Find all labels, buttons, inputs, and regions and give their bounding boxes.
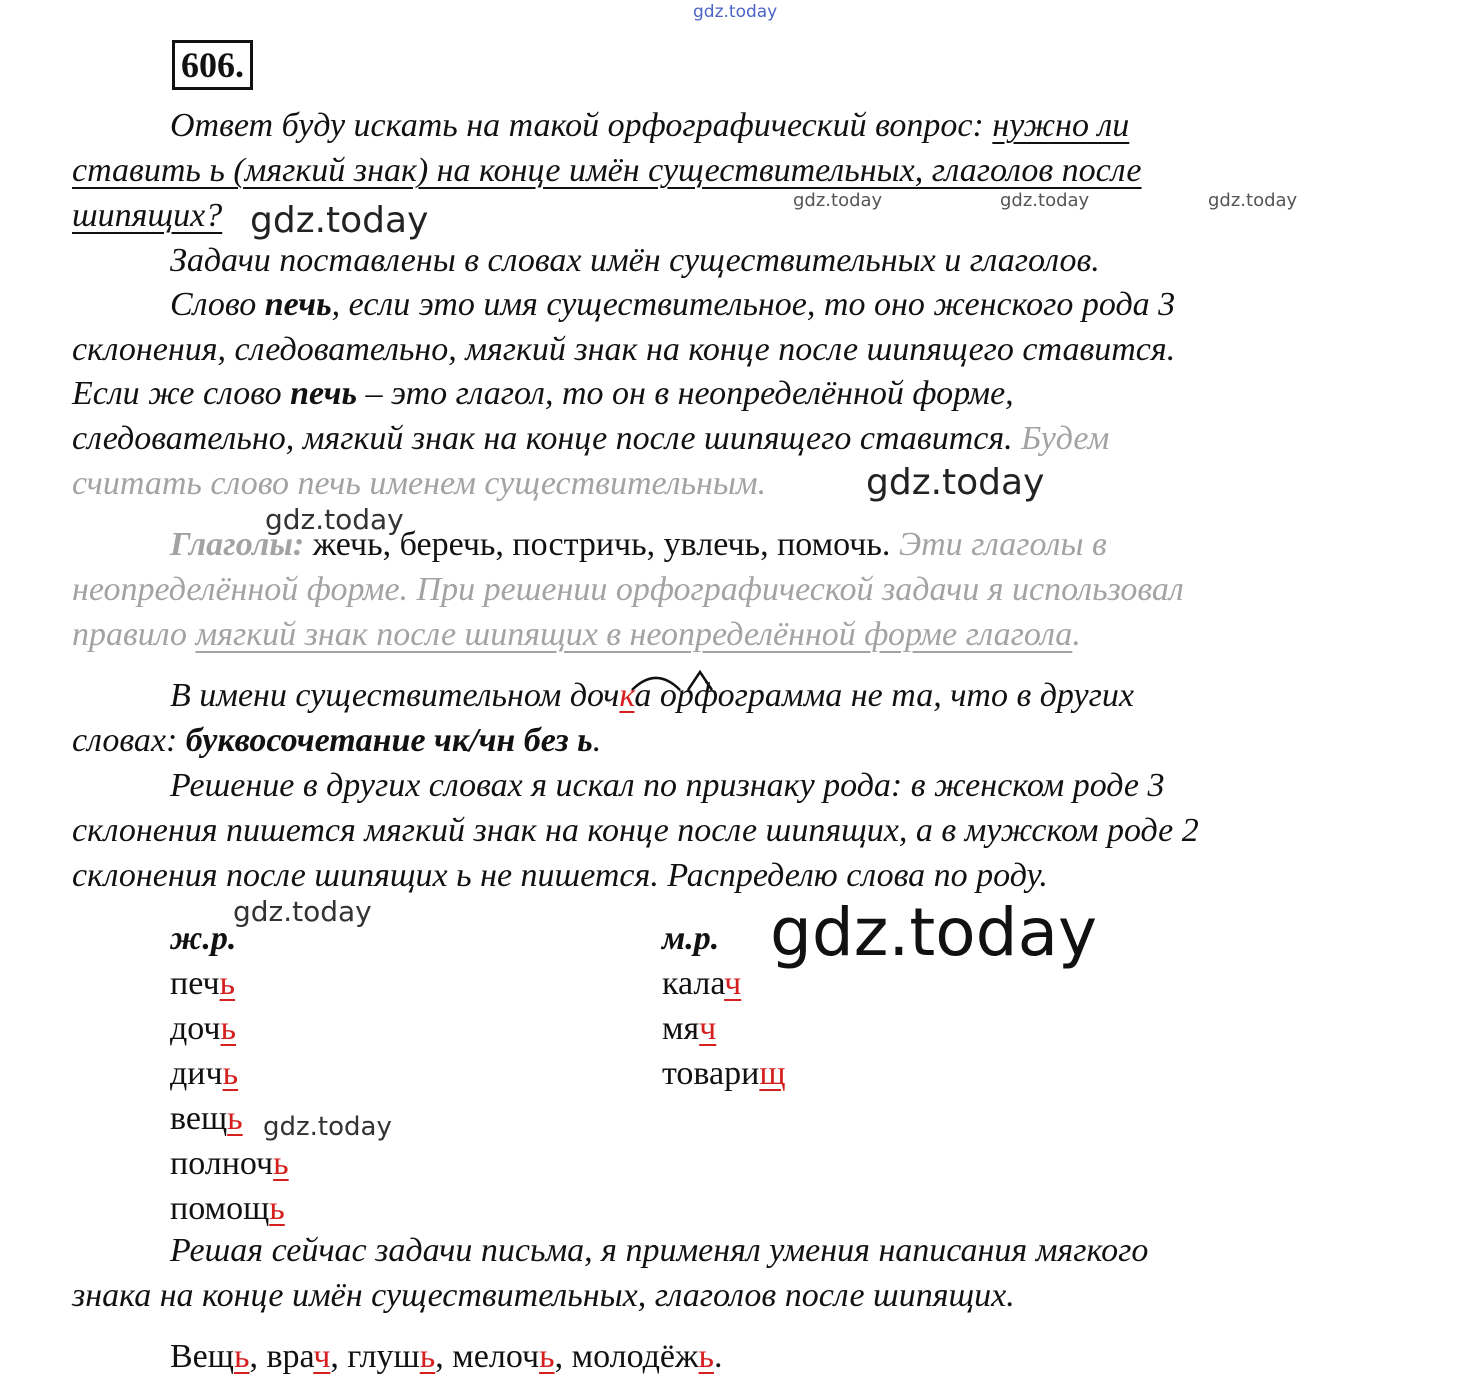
list-item [170,1006,289,1051]
conclusion-line-2: знака на конце имён существительных, глаголов после шипящих. [72,1277,1015,1314]
verbs-rule-label: правило [72,616,187,653]
watermark: gdz.today [770,894,1098,971]
verbs-text-tail: Эти глаголы в [898,526,1107,563]
separator: , [249,1338,267,1375]
word-ending: ч [699,1010,717,1047]
solution-line-2: склонения пишется мягкий знак на конце после шипящих, а в мужском роде 2 [72,812,1199,849]
solution-line-3: склонения после шипящих ь не пишется. Распределю слова по роду. [72,857,1048,894]
list-item [662,1051,786,1096]
dochka-line-2 [72,721,601,761]
dochka-suffix: к [619,677,635,714]
word-stem: доч [170,1010,221,1047]
intro-question-middle: ставить ь (мягкий знак) на конце имён существительных, глаголов после [72,152,1142,189]
list-item [662,961,786,1006]
intro-question-start: нужно ли [992,107,1130,144]
word-ending: ь [539,1338,555,1375]
masculine-column [662,916,786,1096]
intro-line-1 [170,106,1129,146]
word-stem: кала [662,965,725,1002]
word-ending: ч [724,965,742,1002]
verbs-label: Глаголы: [170,526,305,563]
verbs-line-3 [72,615,1081,655]
watermark-top: gdz.today [693,2,778,22]
word-stem: мелоч [452,1338,540,1375]
watermark: gdz.today [233,895,372,928]
word-ending: ь [698,1338,715,1375]
verbs-list: жечь, беречь, постричь, увлечь, помочь. [312,526,891,563]
separator: , [330,1338,348,1375]
dochka-text: В имени существительном [170,677,562,714]
solution-line-1: Решение в других словах я искал по признаку рода: в женском роде 3 [170,767,1165,804]
word-ending: ь [219,965,236,1002]
pech-text-3: Если же слово [72,375,282,412]
word-ending: ь [273,1145,289,1182]
dochka-period: . [592,722,602,759]
watermark: gdz.today [866,462,1045,503]
word-stem: помощ [170,1190,270,1227]
word-stem: товари [662,1055,760,1092]
dochka-ending: а [634,677,652,714]
list-item [662,1006,786,1051]
separator: , [435,1338,453,1375]
intro-question-end: шипящих? [72,197,223,234]
watermark: gdz.today [265,503,404,536]
dochka-rule: буквосочетание чк/чн без ь [185,722,593,759]
word-stem: вещ [170,1100,228,1137]
word-stem: печ [170,965,220,1002]
pech-line-5: считать слово печь именем существительным. [72,465,767,502]
dochka-text-cont: орфограмма не та, что в других [659,677,1134,714]
verbs-period: . [1072,616,1081,653]
word-stem: Вещ [170,1338,234,1375]
dochka-line-1 [170,676,1134,716]
pech-line-4 [72,419,1109,459]
dochka-text-2: словах: [72,722,178,759]
pech-text: Слово [170,286,257,323]
verbs-rule: мягкий знак после шипящих в неопределённой форме глагола [195,616,1073,653]
final-words-line [170,1337,723,1377]
watermark: gdz.today [1000,190,1090,211]
feminine-column [170,916,289,1231]
intro-text: Ответ буду искать на такой орфографический вопрос: [170,107,984,144]
word-ending: ь [269,1190,285,1227]
pech-word-2: печь [290,375,358,412]
conclusion-line-1: Решая сейчас задачи письма, я применял умения написания мягкого [170,1232,1149,1269]
word-ending: ь [227,1100,243,1137]
intro-line-2 [72,151,1142,191]
word-ending: ь [222,1055,239,1092]
list-item [170,1141,289,1186]
list-item [170,961,289,1006]
pech-line-1 [170,285,1175,325]
word-ending: щ [759,1055,786,1092]
exercise-number: 606. [172,40,253,90]
pech-line-3 [72,374,1014,414]
word-stem: мя [662,1010,700,1047]
word-stem: вра [266,1338,314,1375]
pech-word: печь [264,286,332,323]
pech-text-4: следовательно, мягкий знак на конце после шипящего ставится. [72,420,1013,457]
pech-text-cont: , если это имя существительное, то оно женского рода 3 [331,286,1176,323]
dochka-root: доч [569,677,620,714]
word-stem: полноч [170,1145,274,1182]
verbs-line-2: неопределённой форме. При решении орфографической задачи я использовал [72,571,1184,608]
dochka-word [570,677,652,714]
word-stem: глуш [347,1338,420,1375]
pech-text-3b: – это глагол, то он в неопределённой форме, [365,375,1014,412]
separator: , [554,1338,572,1375]
word-ending: ь [220,1010,237,1047]
pech-text-4-gray: Будем [1021,420,1110,457]
watermark: gdz.today [793,190,883,211]
list-item [170,1186,289,1231]
masculine-header: м.р. [662,920,720,957]
word-ending: ч [313,1338,331,1375]
watermark: gdz.today [1208,190,1298,211]
separator: . [714,1338,723,1375]
intro-line-3 [72,196,222,236]
pech-line-2: склонения, следовательно, мягкий знак на конце после шипящего ставится. [72,331,1176,368]
word-stem: молодёж [571,1338,699,1375]
word-stem: дич [170,1055,223,1092]
tasks-line: Задачи поставлены в словах имён существительных и глаголов. [170,242,1100,279]
list-item [170,1051,289,1096]
feminine-header: ж.р. [170,920,237,957]
word-ending: ь [419,1338,436,1375]
word-ending: ь [233,1338,250,1375]
watermark: gdz.today [250,200,429,241]
watermark: gdz.today [263,1112,392,1142]
